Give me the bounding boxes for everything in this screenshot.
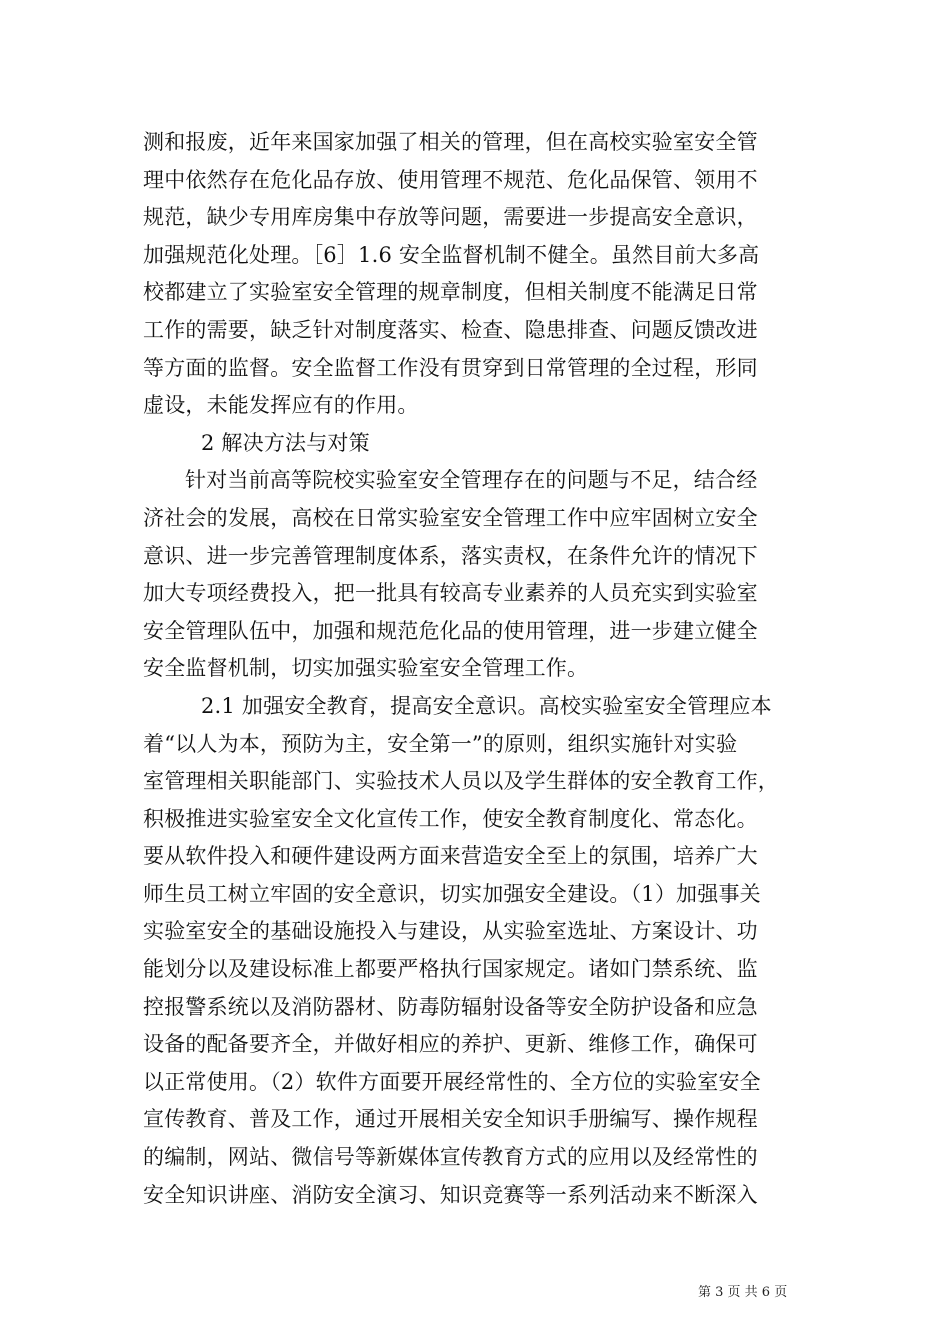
text-line: 测和报废，近年来国家加强了相关的管理，但在高校实验室安全管 [143,130,758,154]
text-line: 加强规范化处理。［6］1.6 安全监督机制不健全。虽然目前大多高 [143,242,760,267]
text-line: 设备的配备要齐全，并做好相应的养护、更新、维修工作，确保可 [143,1032,758,1057]
text-line: 理中依然存在危化品存放、使用管理不规范、危化品保管、领用不 [143,167,758,192]
text-line: 针对当前高等院校实验室安全管理存在的问题与不足，结合经 [185,468,758,493]
text-line: 控报警系统以及消防器材、防毒防辐射设备等安全防护设备和应急 [143,994,758,1019]
text-line: 工作的需要，缺乏针对制度落实、检查、隐患排查、问题反馈改进 [143,317,758,342]
text-line: 规范，缺少专用库房集中存放等问题，需要进一步提高安全意识， [143,205,758,230]
text-line: 实验室安全的基础设施投入与建设，从实验室选址、方案设计、功 [143,919,758,944]
text-line: 虚设，未能发挥应有的作用。 [143,393,419,418]
text-line: 济社会的发展，高校在日常实验室安全管理工作中应牢固树立安全 [143,505,758,530]
text-line: 安全管理队伍中，加强和规范危化品的使用管理，进一步建立健全 [143,618,758,643]
text-line: 室管理相关职能部门、实验技术人员以及学生群体的安全教育工作， [143,769,779,794]
text-line: 的编制，网站、微信号等新媒体宣传教育方式的应用以及经常性的 [143,1145,758,1170]
text-line: 加大专项经费投入，把一批具有较高专业素养的人员充实到实验室 [143,581,758,606]
text-line: 要从软件投入和硬件建设两方面来营造安全至上的氛围，培养广大 [143,844,758,869]
text-line: 安全知识讲座、消防安全演习、知识竞赛等一系列活动来不断深入 [143,1182,758,1207]
text-line: 校都建立了实验室安全管理的规章制度，但相关制度不能满足日常 [143,280,758,305]
text-line: 师生员工树立牢固的安全意识，切实加强安全建设。（1）加强事关 [143,881,761,906]
text-line: 积极推进实验室安全文化宣传工作，使安全教育制度化、常态化。 [143,806,758,831]
text-line: 等方面的监督。安全监督工作没有贯穿到日常管理的全过程，形同 [143,355,758,380]
subsection-heading: 2.1 加强安全教育，提高安全意识。高校实验室安全管理应本 [201,693,772,718]
text-line: 宣传教育、普及工作，通过开展相关安全知识手册编写、操作规程 [143,1107,758,1132]
page-number: 第 3 页 共 6 页 [698,1285,788,1300]
text-line: 着“以人为本，预防为主，安全第一”的原则，组织实施针对实验 [143,731,738,756]
body-text [143,124,811,1214]
text-line: 意识、进一步完善管理制度体系，落实责权，在条件允许的情况下 [143,543,758,568]
text-line: 安全监督机制，切实加强实验室安全管理工作。 [143,656,589,681]
text-line: 能划分以及建设标准上都要严格执行国家规定。诸如门禁系统、监 [143,957,758,982]
text-line: 以正常使用。（2）软件方面要开展经常性的、全方位的实验室安全 [143,1069,761,1094]
section-heading: 2 解决方法与对策 [201,430,370,455]
